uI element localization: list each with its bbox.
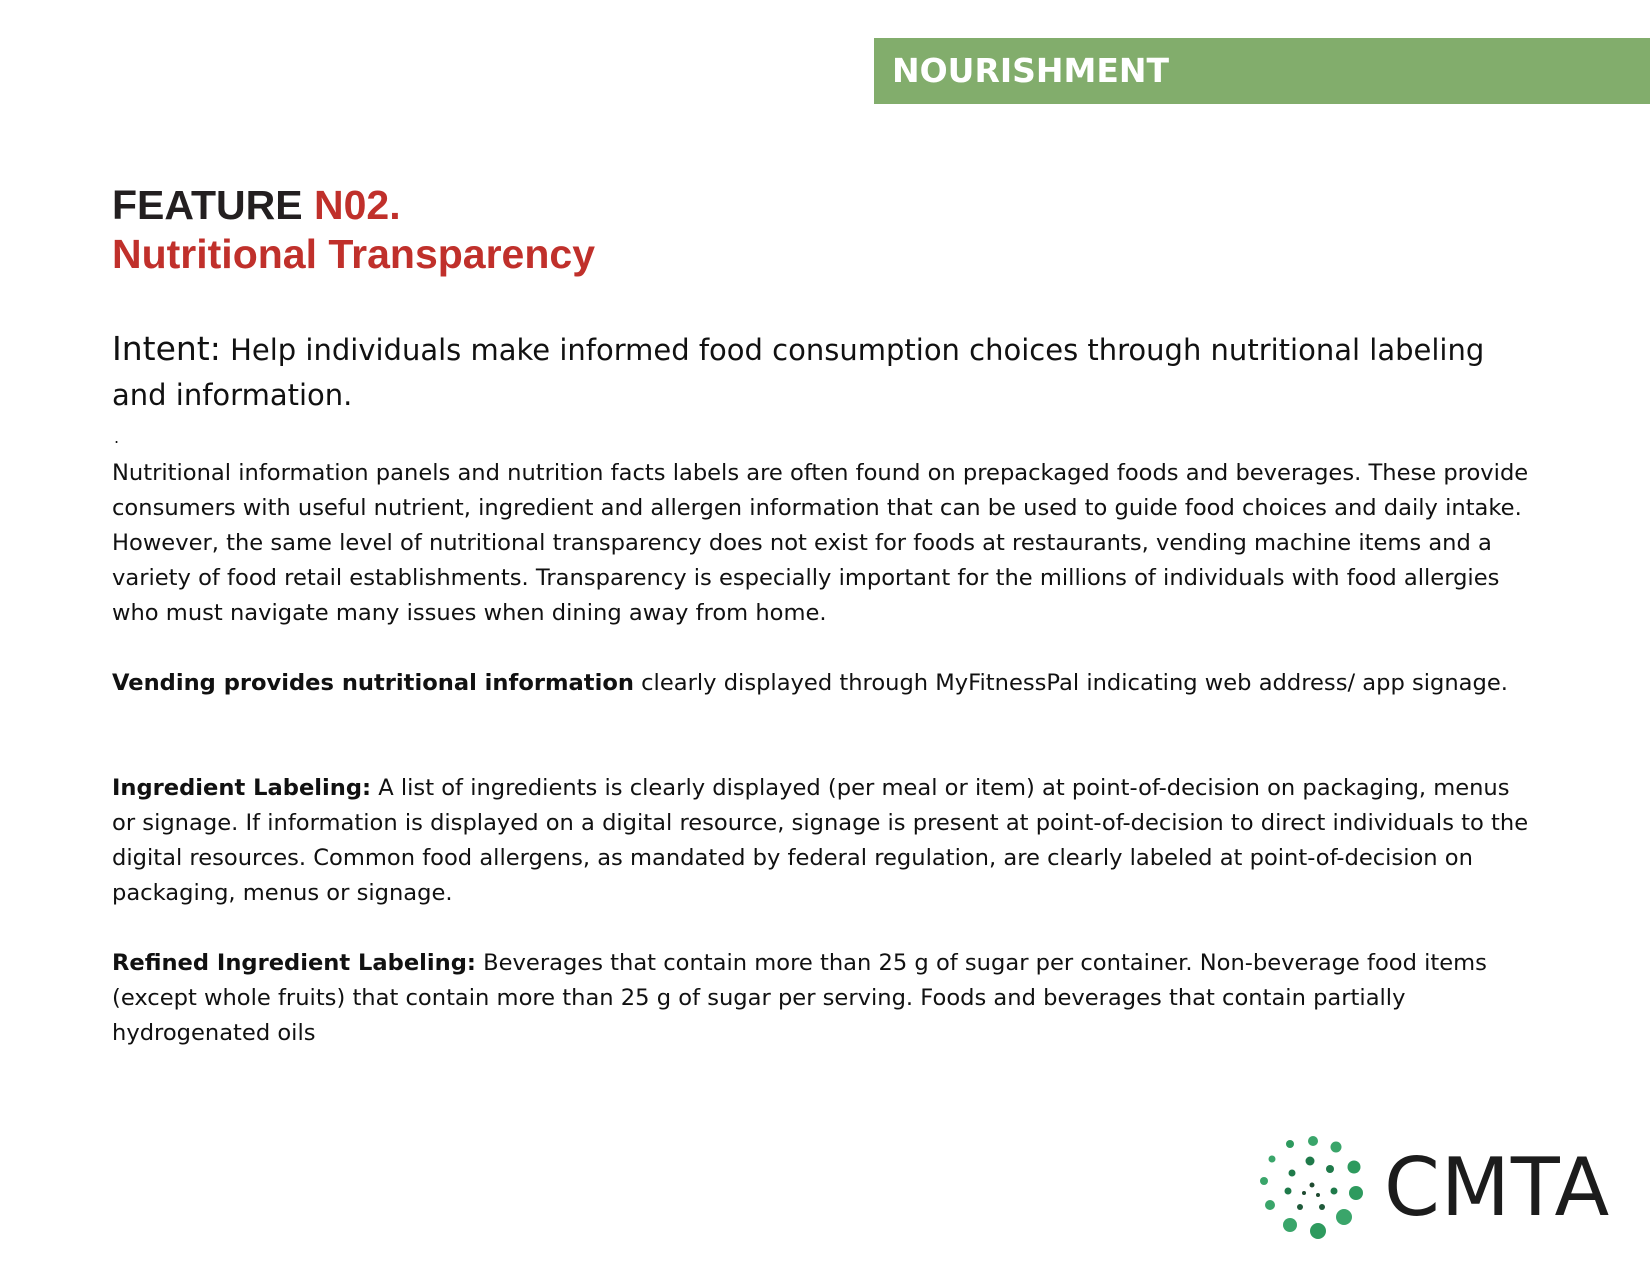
- paragraph-text: Nutritional information panels and nutrition facts labels are often found on prepackaged foods and beverages. These provide consumers with useful nutrient, ingredient and allergen information that can be used to guide food choices and daily intake. However, the same level of nutritional transparency does not exist for foods at restaurants, vending machine items and a variety of food retail establishments. Transparency is especially important for the millions of individuals with food allergies who must navigate many issues when dining away from home.: [112, 460, 1529, 626]
- feature-heading: [112, 181, 401, 229]
- paragraph-text: A list of ingredients is clearly displayed (per meal or item) at point-of-decision on packaging, menus or signage. If information is displayed on a digital resource, signage is present at point-of-decision to direct individuals to the digital resources. Common food allergens, as mandated by federal regulation, are clearly labeled at point-of-decision on packaging, menus or signage.: [112, 775, 1529, 906]
- stray-dot: .: [114, 428, 120, 447]
- body-paragraph-vending: [112, 666, 1532, 701]
- feature-title: Nutritional Transparency: [112, 231, 596, 277]
- body-paragraph-overview: [112, 456, 1532, 631]
- section-label: NOURISHMENT: [892, 51, 1170, 90]
- feature-word: FEATURE: [112, 182, 303, 228]
- cmta-logo: [1258, 1135, 1618, 1243]
- feature-code: N02.: [313, 182, 401, 228]
- body-paragraph-ingredient-labeling: [112, 771, 1532, 911]
- body-paragraph-refined-ingredient-labeling: [112, 946, 1532, 1051]
- section-banner: [874, 38, 1650, 104]
- intent-label: Intent:: [112, 329, 221, 368]
- logo-wordmark: CMTA: [1384, 1141, 1611, 1234]
- intent-statement: [112, 326, 1512, 418]
- intent-text: Help individuals make informed food consumption choices through nutritional labeling and information.: [112, 333, 1485, 412]
- paragraph-text: Beverages that contain more than 25 g of sugar per container. Non-beverage food items (except whole fruits) that contain more than 25 g of sugar per serving. Foods and beverages that contain partially hydrogenated oils: [112, 950, 1487, 1046]
- paragraph-text: clearly displayed through MyFitnessPal indicating web address/ app signage.: [633, 670, 1508, 696]
- paragraph-lead: Ingredient Labeling:: [112, 775, 372, 801]
- green-dot-cluster-icon: [1258, 1135, 1368, 1243]
- paragraph-lead: Vending provides nutritional information: [112, 670, 634, 696]
- paragraph-lead: Refined Ingredient Labeling:: [112, 950, 476, 976]
